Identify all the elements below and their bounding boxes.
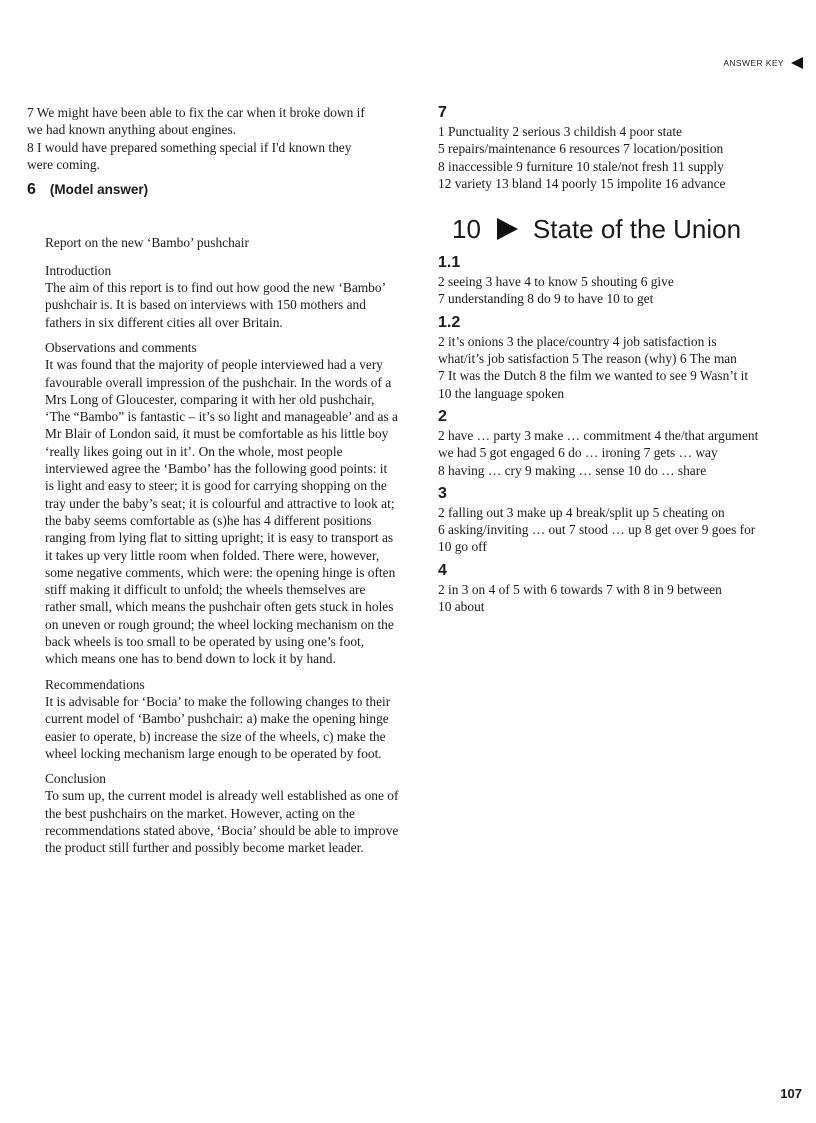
right-column: [438, 104, 810, 615]
report-recommendations-text: It is advisable for ‘Bocia’ to make the following changes to their current model of ‘Bambo’ pushchair: a) make the opening hinge easier to operate, b) increase the size of the wheels, c) make the wheel locking mechanism large enough to be operated by foot.: [45, 693, 391, 761]
section-2-line: 2 have … party 3 make … commitment 4 the/that argument: [438, 427, 759, 443]
running-header: [723, 56, 804, 70]
report-observations-heading: Observations and comments: [45, 339, 197, 355]
report-recommendations-heading: Recommendations: [45, 676, 145, 692]
section-2-line: we had 5 got engaged 6 do … ironing 7 gets … way: [438, 445, 718, 461]
report-conclusion-text: To sum up, the current model is already well established as one of the best pushchairs on the market. However, acting on the recommendations stated above, ‘Bocia’ should be able to improve the product still further and possibly become market leader.: [45, 788, 399, 856]
intro-line: were coming.: [27, 156, 100, 172]
section-1-2-line: 10 the language spoken: [438, 385, 565, 401]
section-4-line: 10 about: [438, 599, 485, 615]
running-header-label: ANSWER KEY: [723, 58, 784, 68]
section-1-2-line: 7 It was the Dutch 8 the film we wanted to see 9 Wasn’t it: [438, 368, 749, 384]
section-1-2-line: what/it’s job satisfaction 5 The reason (why) 6 The man: [438, 351, 737, 367]
section-3-number: 3: [438, 484, 447, 502]
section-2-line: 8 having … cry 9 making … sense 10 do … share: [438, 462, 707, 478]
section-7-line: 8 inaccessible 9 furniture 10 stale/not fresh 11 supply: [438, 158, 724, 174]
section-7-line: 12 variety 13 bland 14 poorly 15 impolite 16 advance: [438, 175, 726, 191]
section-2-number: 2: [438, 407, 447, 425]
unit-number: 10: [452, 214, 481, 245]
intro-line: 8 I would have prepared something special if I'd known they: [27, 139, 352, 155]
report-introduction-heading: Introduction: [45, 262, 112, 278]
section-1-1-line: 7 understanding 8 do 9 to have 10 to get: [438, 291, 654, 307]
report-title: Report on the new ‘Bambo’ pushchair: [45, 235, 249, 251]
section-4-line: 2 in 3 on 4 of 5 with 6 towards 7 with 8 in 9 between: [438, 581, 722, 597]
left-column: [27, 104, 399, 857]
section-3-line: 6 asking/inviting … out 7 stood … up 8 get over 9 goes for: [438, 522, 756, 538]
section-7-number: 7: [438, 104, 447, 121]
report-conclusion-heading: Conclusion: [45, 771, 107, 787]
unit-title: State of the Union: [532, 214, 742, 245]
section-4-number: 4: [438, 561, 447, 579]
triangle-left-icon: [790, 56, 804, 70]
section-1-2-line: 2 it’s onions 3 the place/country 4 job satisfaction is: [438, 333, 717, 349]
unit-heading: [438, 214, 810, 244]
page-number: 107: [780, 1086, 802, 1101]
section-7-line: 5 repairs/maintenance 6 resources 7 location/position: [438, 141, 724, 157]
section-7-line: 1 Punctuality 2 serious 3 childish 4 poor state: [438, 124, 682, 139]
intro-line: 7 We might have been able to fix the car when it broke down if: [27, 105, 365, 120]
report-observations-text: It was found that the majority of people interviewed had a very favourable overall impression of the pushchair. In the words of a Mrs Long of Gloucester, comparing it with her old pushchair, ‘The “Bambo” is fantastic – it’s so light and manageable’ and as a Mr Blair of London said, it must be comfortable as his little boy ‘really likes going out in it’. On the whole, most people interviewed agree the ‘Bambo’ has the following good points: it is light and easy to steer; it is good for carrying shopping on the tray under the baby’s seat; it is colourful and attractive to look at; the baby seems comfortable as (s)he has 4 different positions ranging from lying flat to sitting upright; it is easy to transport as it takes up very little room when folded. There were, however, some negative comments, which were: the opening hinge is often stiff making it difficult to unfold; the wheels themselves are rather small, which means the pushchair often gets stuck in holes on uneven or rough ground; the wheel locking mechanism on the back wheels is too small to be operated by using one’s foot, which means one has to bend down to lock it by hand.: [45, 357, 399, 667]
section-3-line: 2 falling out 3 make up 4 break/split up 5 cheating on: [438, 504, 725, 520]
section-1-1-number: 1.1: [438, 254, 461, 272]
section-1-1-line: 2 seeing 3 have 4 to know 5 shouting 6 give: [438, 274, 674, 290]
section-1-2-number: 1.2: [438, 313, 461, 331]
section-6-heading: [27, 181, 395, 198]
section-6-number: 6: [27, 181, 36, 199]
intro-line: we had known anything about engines.: [27, 122, 236, 138]
model-report: [27, 234, 399, 856]
section-3-line: 10 go off: [438, 539, 487, 555]
section-6-title: (Model answer): [49, 182, 149, 198]
triangle-right-icon: [495, 217, 519, 241]
report-introduction-text: The aim of this report is to find out how good the new ‘Bambo’ pushchair is. It is based on interviews with 150 mothers and fathers in six different cities all over Britain.: [45, 280, 386, 330]
